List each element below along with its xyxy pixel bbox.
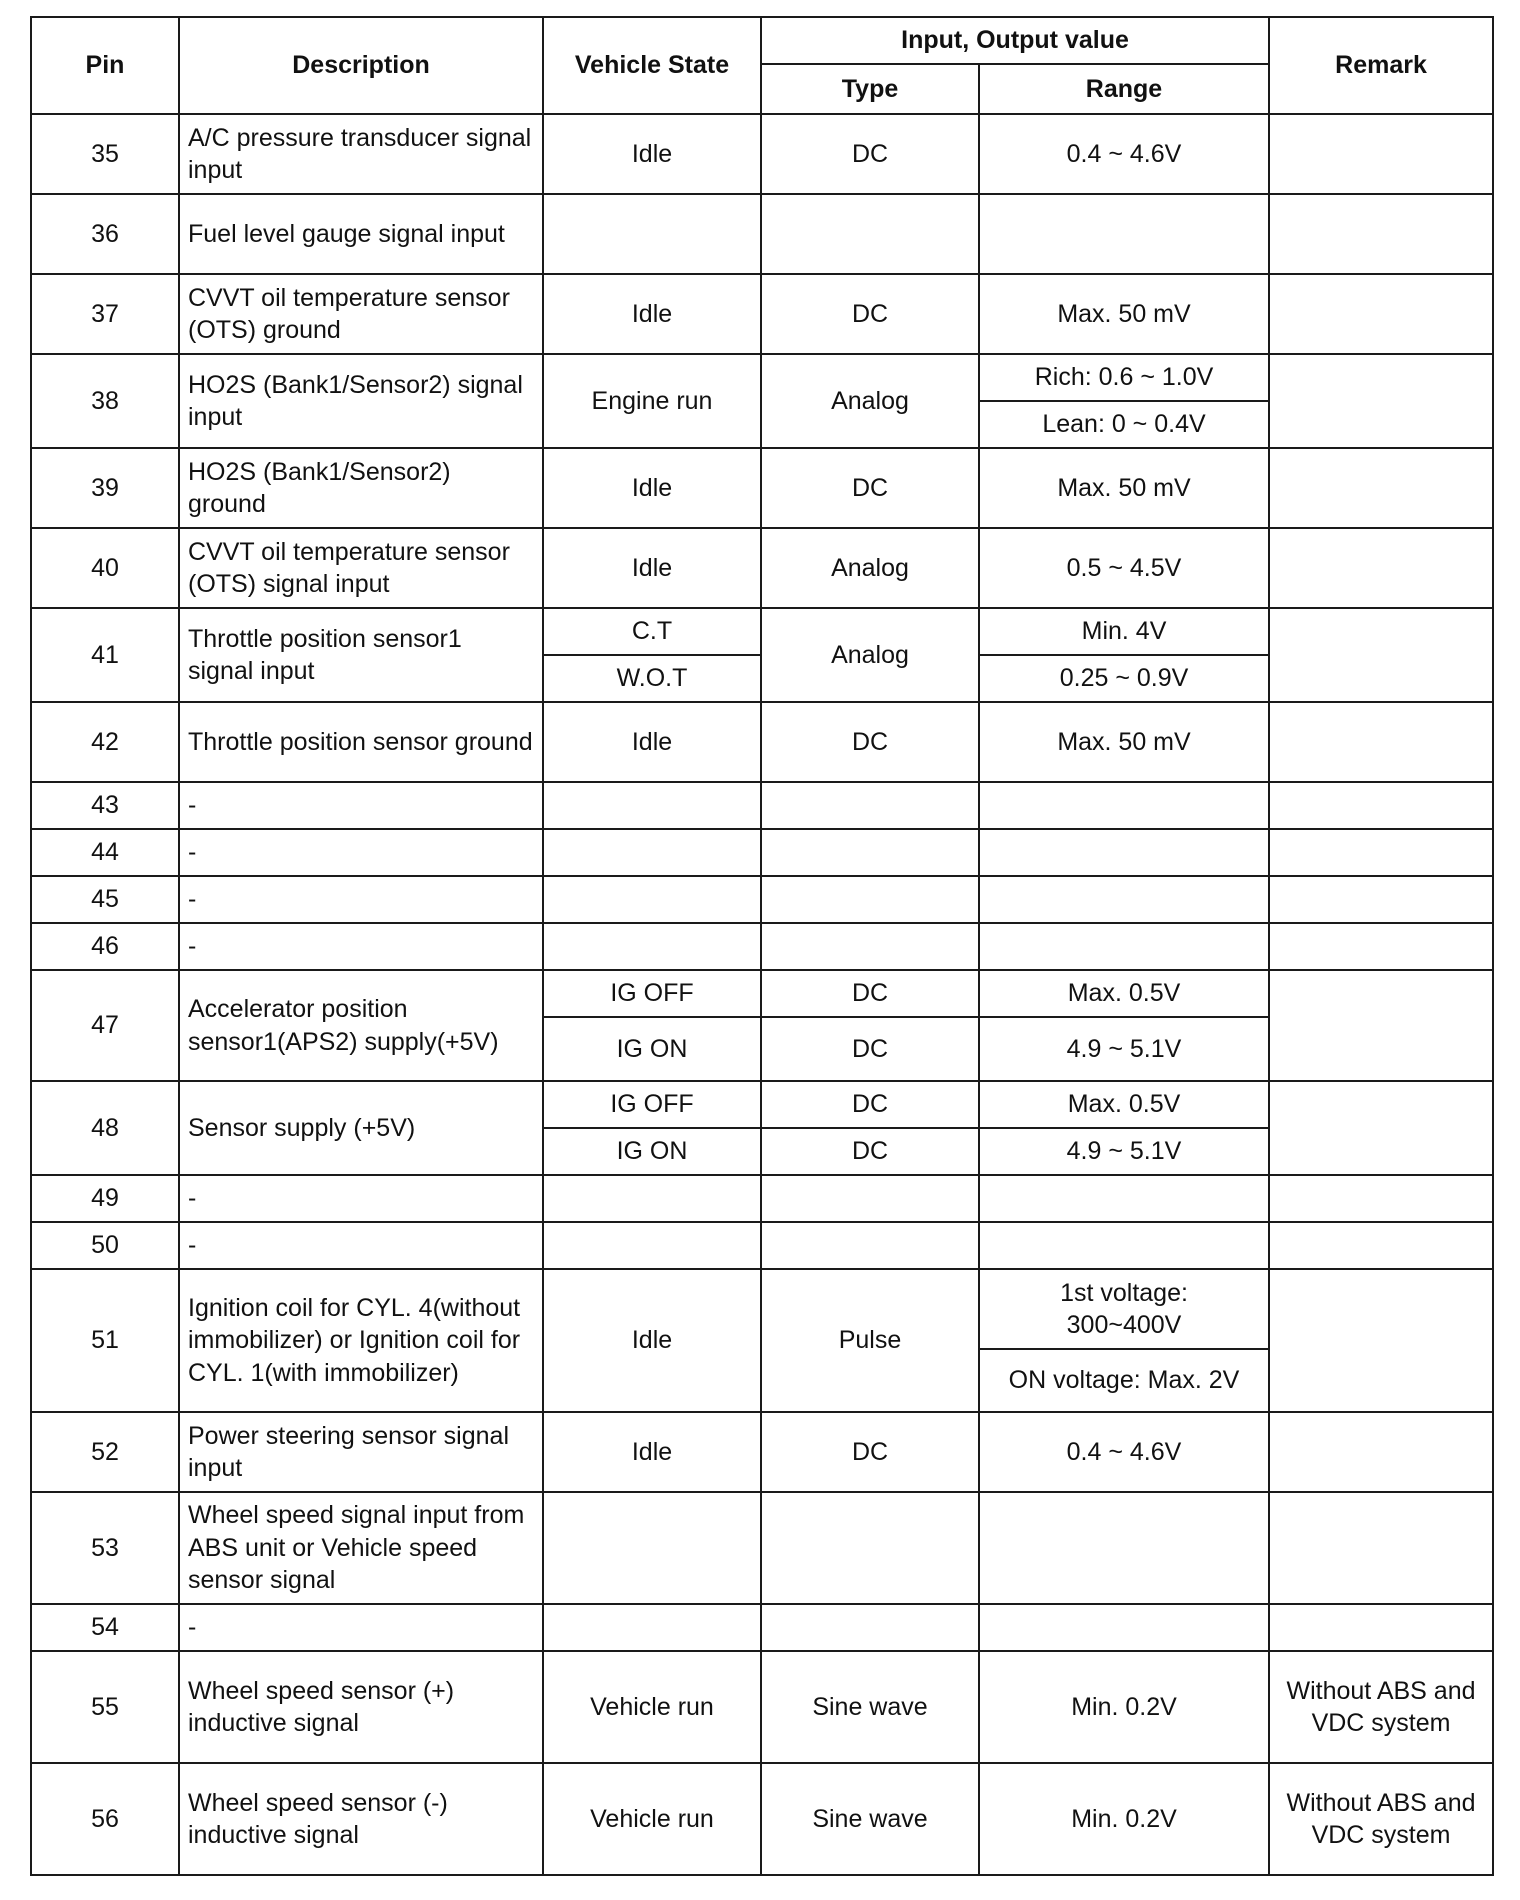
value-range	[979, 1492, 1269, 1604]
value-range	[979, 194, 1269, 274]
table-row-35	[31, 114, 1493, 194]
remark: Without ABS and VDC system	[1269, 1651, 1493, 1763]
table-row-54	[31, 1604, 1493, 1651]
pin-number: 42	[31, 702, 179, 782]
pin-description: CVVT oil temperature sensor (OTS) signal input	[179, 528, 543, 608]
pin-number: 53	[31, 1492, 179, 1604]
value-range: 0.4 ~ 4.6V	[979, 1412, 1269, 1492]
value-range-ig-off: Max. 0.5V	[979, 1081, 1269, 1128]
vehicle-state: Idle	[543, 274, 761, 354]
signal-type: DC	[761, 114, 979, 194]
table-row-42	[31, 702, 1493, 782]
remark	[1269, 1412, 1493, 1492]
pin-description: Accelerator position sensor1(APS2) supply(+5V)	[179, 970, 543, 1081]
table-row-37	[31, 274, 1493, 354]
pin-number: 38	[31, 354, 179, 448]
pin-number: 36	[31, 194, 179, 274]
table-row-52	[31, 1412, 1493, 1492]
vehicle-state: Idle	[543, 528, 761, 608]
vehicle-state: Vehicle run	[543, 1763, 761, 1875]
remark	[1269, 354, 1493, 448]
table-row-49	[31, 1175, 1493, 1222]
remark	[1269, 608, 1493, 702]
table-row-46	[31, 923, 1493, 970]
value-range-ct: Min. 4V	[979, 608, 1269, 655]
signal-type: DC	[761, 702, 979, 782]
signal-type: Analog	[761, 528, 979, 608]
pin-table-sheet	[30, 16, 1492, 1876]
pin-number: 35	[31, 114, 179, 194]
value-range-first-voltage: 1st voltage: 300~400V	[979, 1269, 1269, 1349]
remark	[1269, 448, 1493, 528]
value-range-ig-on: 4.9 ~ 5.1V	[979, 1128, 1269, 1175]
signal-type: Analog	[761, 608, 979, 702]
pin-number: 39	[31, 448, 179, 528]
remark	[1269, 1492, 1493, 1604]
pin-description: A/C pressure transducer signal input	[179, 114, 543, 194]
pin-number: 47	[31, 970, 179, 1081]
pin-number: 54	[31, 1604, 179, 1651]
signal-type-ig-off: DC	[761, 970, 979, 1017]
vehicle-state: Idle	[543, 702, 761, 782]
signal-type: Analog	[761, 354, 979, 448]
remark	[1269, 528, 1493, 608]
header-remark: Remark	[1269, 17, 1493, 114]
pin-description: -	[179, 1604, 543, 1651]
value-range: Max. 50 mV	[979, 448, 1269, 528]
table-row-47	[31, 970, 1493, 1017]
table-row-40	[31, 528, 1493, 608]
pin-number: 52	[31, 1412, 179, 1492]
signal-type: Sine wave	[761, 1763, 979, 1875]
header-vehicle-state: Vehicle State	[543, 17, 761, 114]
pin-description: Power steering sensor signal input	[179, 1412, 543, 1492]
signal-type	[761, 194, 979, 274]
vehicle-state-ig-off: IG OFF	[543, 970, 761, 1017]
signal-type	[761, 1492, 979, 1604]
pin-number: 37	[31, 274, 179, 354]
vehicle-state-ig-on: IG ON	[543, 1017, 761, 1081]
table-row-56	[31, 1763, 1493, 1875]
table-row-50	[31, 1222, 1493, 1269]
pin-description: Wheel speed sensor (-) inductive signal	[179, 1763, 543, 1875]
value-range: Max. 50 mV	[979, 702, 1269, 782]
pin-number: 55	[31, 1651, 179, 1763]
table-row-51	[31, 1269, 1493, 1349]
pin-table	[30, 16, 1494, 1876]
table-row-43	[31, 782, 1493, 829]
table-row-53	[31, 1492, 1493, 1604]
table-row-41	[31, 608, 1493, 655]
pin-description: Fuel level gauge signal input	[179, 194, 543, 274]
vehicle-state	[543, 194, 761, 274]
signal-type: Pulse	[761, 1269, 979, 1412]
pin-number: 56	[31, 1763, 179, 1875]
vehicle-state-wot: W.O.T	[543, 655, 761, 702]
value-range: Max. 50 mV	[979, 274, 1269, 354]
remark	[1269, 114, 1493, 194]
value-range-ig-off: Max. 0.5V	[979, 970, 1269, 1017]
value-range: 0.4 ~ 4.6V	[979, 114, 1269, 194]
pin-description: -	[179, 876, 543, 923]
remark	[1269, 1081, 1493, 1175]
value-range-wot: 0.25 ~ 0.9V	[979, 655, 1269, 702]
signal-type-ig-off: DC	[761, 1081, 979, 1128]
table-row-44	[31, 829, 1493, 876]
header-type: Type	[761, 64, 979, 114]
pin-description: Throttle position sensor ground	[179, 702, 543, 782]
vehicle-state: Vehicle run	[543, 1651, 761, 1763]
pin-description: Throttle position sensor1 signal input	[179, 608, 543, 702]
pin-number: 43	[31, 782, 179, 829]
pin-description: Wheel speed sensor (+) inductive signal	[179, 1651, 543, 1763]
pin-number: 51	[31, 1269, 179, 1412]
pin-description: -	[179, 1222, 543, 1269]
vehicle-state	[543, 1492, 761, 1604]
pin-description: -	[179, 782, 543, 829]
value-range-ig-on: 4.9 ~ 5.1V	[979, 1017, 1269, 1081]
table-row-48	[31, 1081, 1493, 1128]
pin-number: 41	[31, 608, 179, 702]
pin-description: HO2S (Bank1/Sensor2) signal input	[179, 354, 543, 448]
table-row-39	[31, 448, 1493, 528]
value-range-lean: Lean: 0 ~ 0.4V	[979, 401, 1269, 448]
pin-description: -	[179, 1175, 543, 1222]
value-range-on-voltage: ON voltage: Max. 2V	[979, 1349, 1269, 1412]
vehicle-state: Idle	[543, 448, 761, 528]
value-range: 0.5 ~ 4.5V	[979, 528, 1269, 608]
signal-type-ig-on: DC	[761, 1017, 979, 1081]
signal-type-ig-on: DC	[761, 1128, 979, 1175]
pin-number: 40	[31, 528, 179, 608]
value-range: Min. 0.2V	[979, 1651, 1269, 1763]
table-row-38	[31, 354, 1493, 401]
vehicle-state: Engine run	[543, 354, 761, 448]
pin-description: HO2S (Bank1/Sensor2) ground	[179, 448, 543, 528]
value-range-rich: Rich: 0.6 ~ 1.0V	[979, 354, 1269, 401]
vehicle-state-ig-on: IG ON	[543, 1128, 761, 1175]
vehicle-state: Idle	[543, 1412, 761, 1492]
header-range: Range	[979, 64, 1269, 114]
pin-number: 46	[31, 923, 179, 970]
signal-type: DC	[761, 448, 979, 528]
remark	[1269, 970, 1493, 1081]
header-io-value: Input, Output value	[761, 17, 1269, 64]
remark	[1269, 1269, 1493, 1412]
signal-type: DC	[761, 274, 979, 354]
pin-description: -	[179, 829, 543, 876]
pin-description: Sensor supply (+5V)	[179, 1081, 543, 1175]
vehicle-state-ct: C.T	[543, 608, 761, 655]
header-pin: Pin	[31, 17, 179, 114]
pin-description: -	[179, 923, 543, 970]
header-description: Description	[179, 17, 543, 114]
vehicle-state: Idle	[543, 1269, 761, 1412]
pin-number: 49	[31, 1175, 179, 1222]
remark	[1269, 274, 1493, 354]
value-range: Min. 0.2V	[979, 1763, 1269, 1875]
pin-number: 44	[31, 829, 179, 876]
pin-number: 45	[31, 876, 179, 923]
pin-description: Ignition coil for CYL. 4(without immobilizer) or Ignition coil for CYL. 1(with immobilizer)	[179, 1269, 543, 1412]
pin-number: 50	[31, 1222, 179, 1269]
vehicle-state-ig-off: IG OFF	[543, 1081, 761, 1128]
signal-type: Sine wave	[761, 1651, 979, 1763]
pin-description: Wheel speed signal input from ABS unit or Vehicle speed sensor signal	[179, 1492, 543, 1604]
remark	[1269, 194, 1493, 274]
table-row-36	[31, 194, 1493, 274]
table-row-55	[31, 1651, 1493, 1763]
pin-number: 48	[31, 1081, 179, 1175]
signal-type: DC	[761, 1412, 979, 1492]
remark	[1269, 702, 1493, 782]
vehicle-state: Idle	[543, 114, 761, 194]
pin-description: CVVT oil temperature sensor (OTS) ground	[179, 274, 543, 354]
remark: Without ABS and VDC system	[1269, 1763, 1493, 1875]
table-row-45	[31, 876, 1493, 923]
